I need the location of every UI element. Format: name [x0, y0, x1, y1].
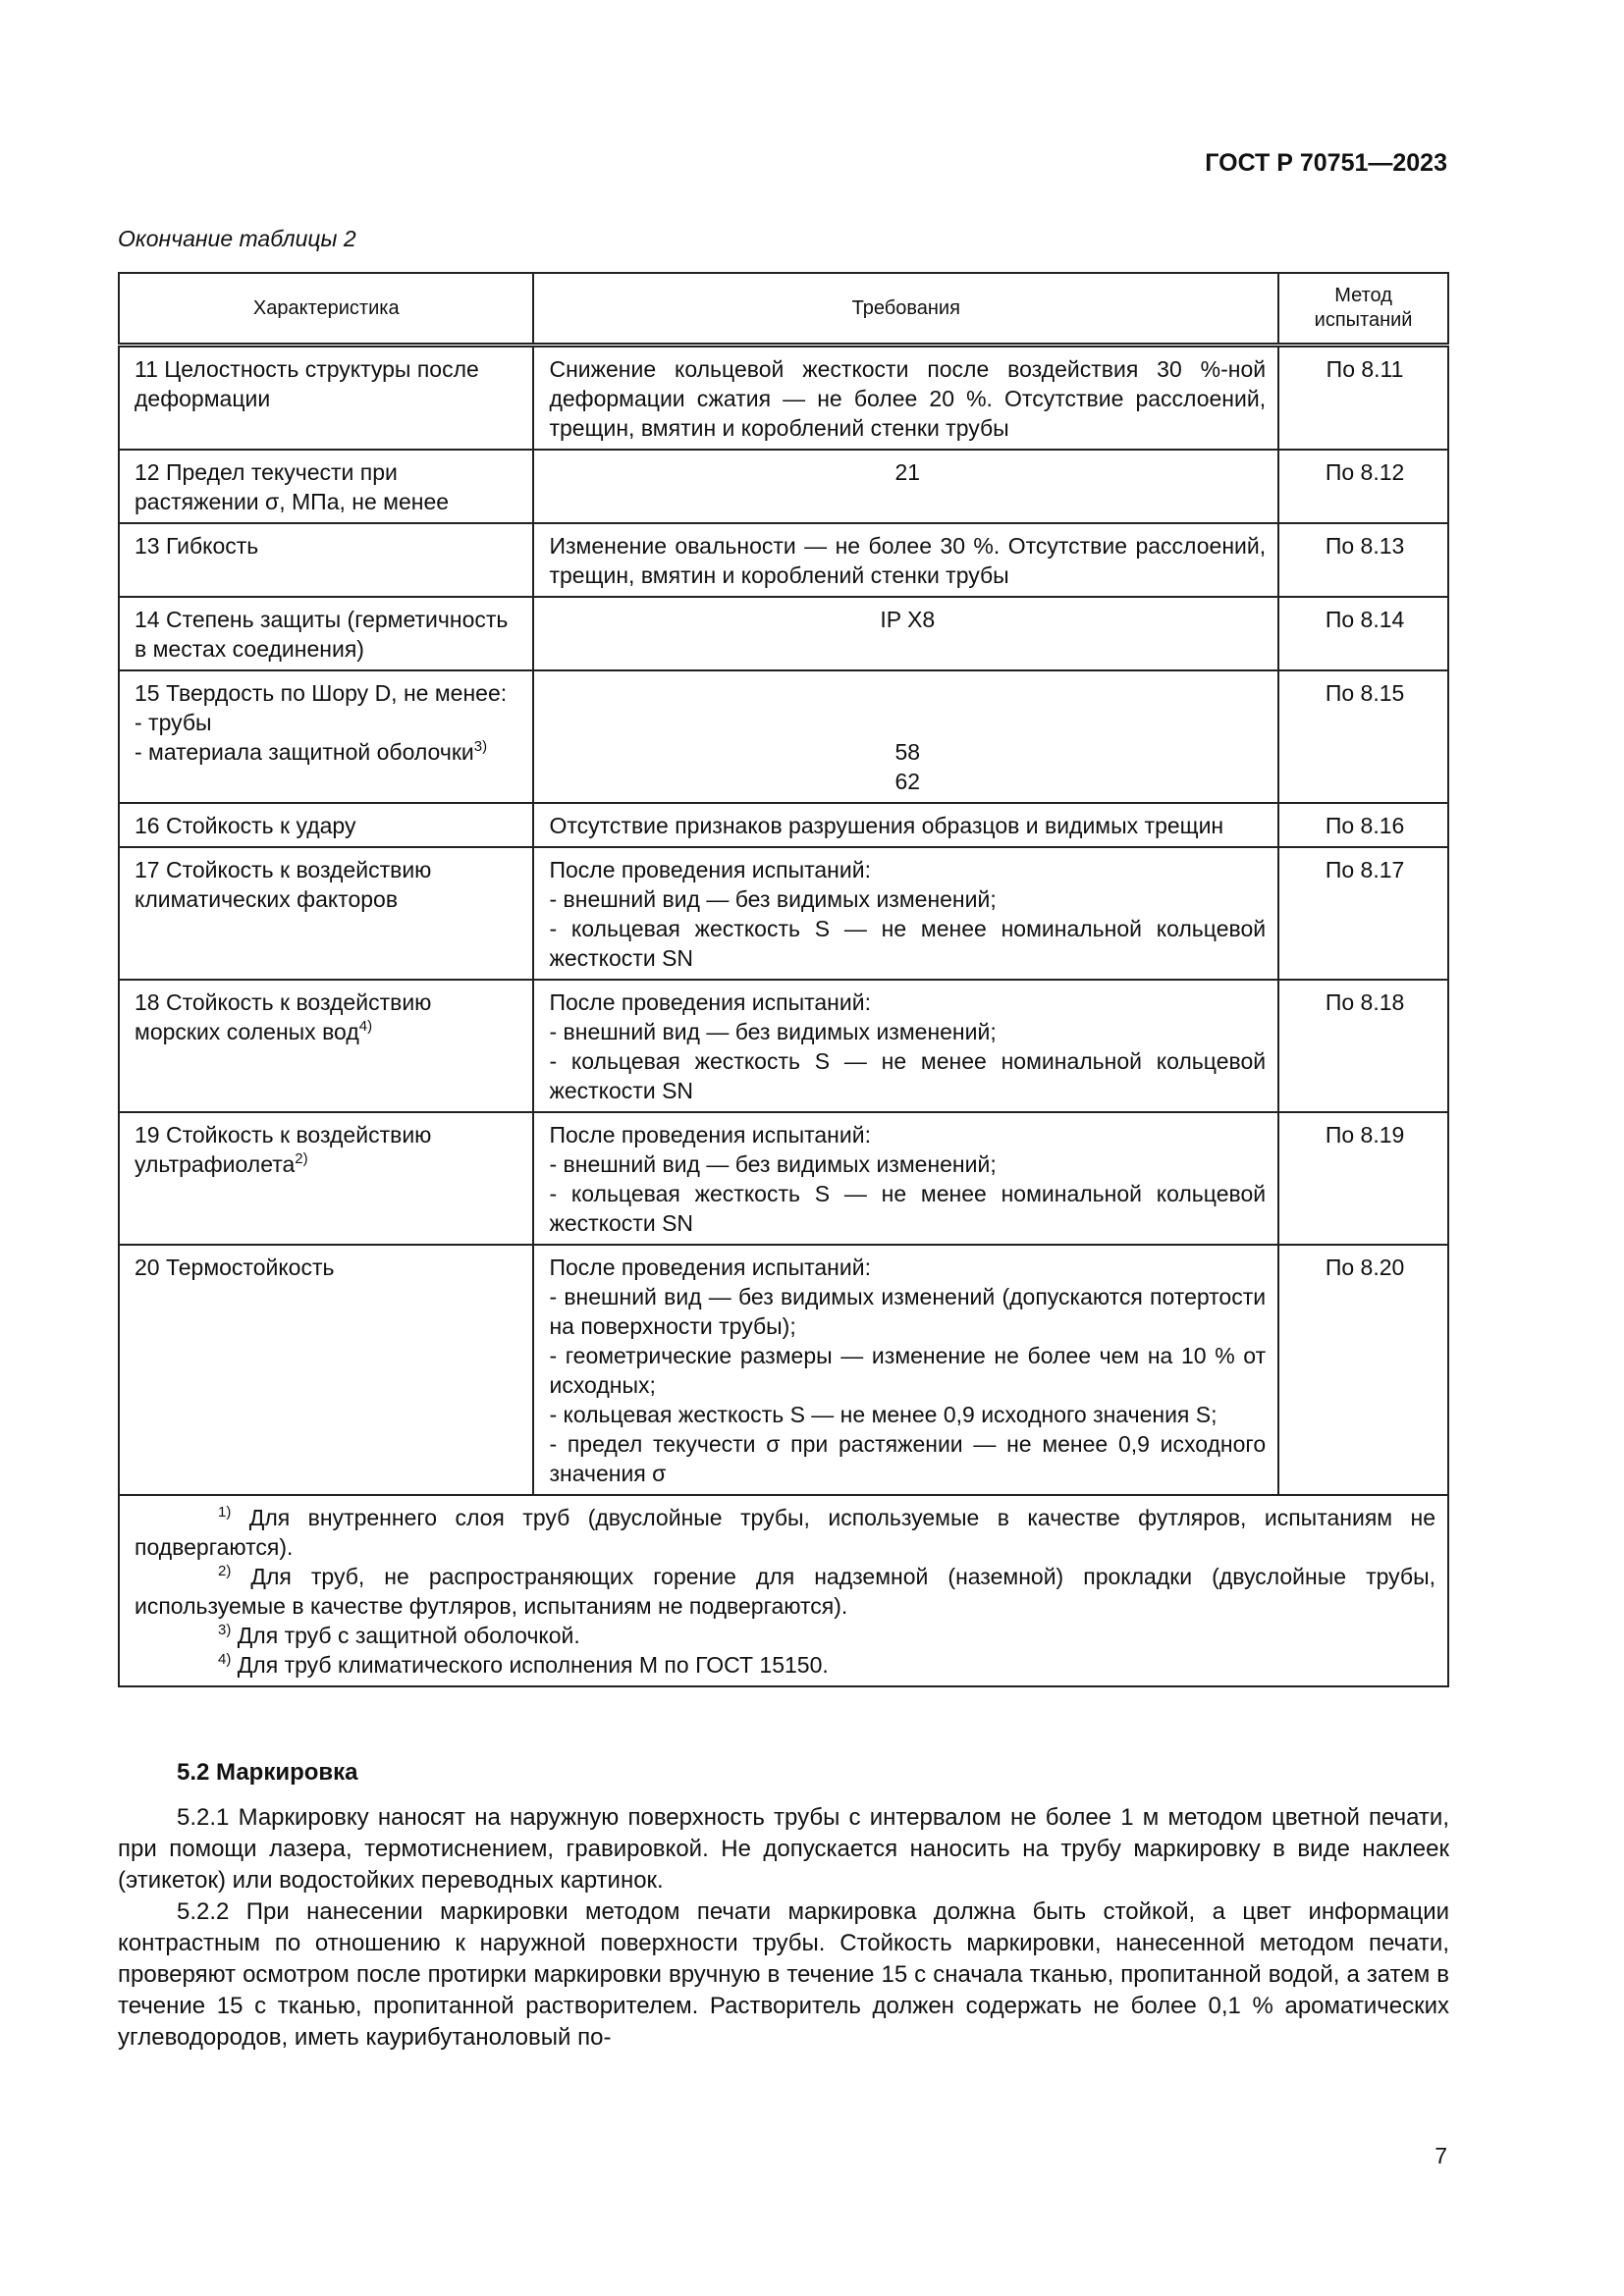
footnote-mark: 2): [218, 1563, 232, 1579]
cell-test-method: По 8.12: [1278, 450, 1448, 523]
cell-requirements: [533, 1245, 1278, 1495]
cell-line: - кольцевая жесткость S — не менее номинальной кольцевой жесткости SN: [549, 1048, 1267, 1103]
footnote-mark: 2): [295, 1150, 308, 1167]
footnote: [135, 1621, 1435, 1650]
cell-line: - кольцевая жесткость S — не менее 0,9 исходного значения S;: [549, 1402, 1218, 1427]
cell-characteristic: [119, 980, 533, 1112]
cell-test-method: По 8.15: [1278, 670, 1448, 803]
cell-requirements: [533, 1112, 1278, 1245]
table-row: [119, 847, 1448, 980]
cell-requirements: [533, 670, 1278, 803]
cell-requirements: [533, 980, 1278, 1112]
cell-line: 15 Твердость по Шору D, не менее:: [135, 680, 508, 706]
table-row: [119, 1245, 1448, 1495]
cell-characteristic: [119, 1112, 533, 1245]
table-row: [119, 670, 1448, 803]
cell-characteristic: 20 Термостойкость: [119, 1245, 533, 1495]
section-title: 5.2 Маркировка: [177, 1759, 358, 1786]
cell-line: [135, 737, 520, 767]
footnote-mark: 4): [358, 1018, 373, 1035]
page-number: 7: [1435, 2143, 1447, 2168]
cell-line: - внешний вид — без видимых изменений;: [549, 1019, 997, 1044]
cell-test-method: По 8.11: [1278, 346, 1448, 451]
cell-line: После проведения испытаний:: [549, 1122, 871, 1148]
footnote-text: Для труб климатического исполнения М по ГОСТ 15150.: [237, 1652, 829, 1678]
cell-requirements: [533, 847, 1278, 980]
cell-line: - трубы: [135, 710, 212, 735]
cell-requirements: 21: [533, 450, 1278, 523]
cell-characteristic: 17 Стойкость к воздействию климатических факторов: [119, 847, 533, 980]
cell-characteristic: 12 Предел текучести при растяжении σ, МПа, не менее: [119, 450, 533, 523]
document-id: ГОСТ Р 70751—2023: [1205, 149, 1447, 177]
column-header-characteristic: Характеристика: [119, 273, 533, 346]
cell-characteristic: 13 Гибкость: [119, 523, 533, 597]
cell-characteristic: 11 Целостность структуры после деформации: [119, 346, 533, 451]
cell-test-method: По 8.13: [1278, 523, 1448, 597]
cell-requirements: Отсутствие признаков разрушения образцов и видимых трещин: [533, 803, 1278, 847]
footnote-mark: 3): [218, 1622, 232, 1638]
cell-line: После проведения испытаний:: [549, 857, 871, 882]
table-row: [119, 450, 1448, 523]
column-header-test-method: Метод испытаний: [1278, 273, 1448, 346]
cell-line: После проведения испытаний:: [549, 1255, 871, 1280]
requirements-table: [118, 272, 1449, 1687]
table-row: [119, 980, 1448, 1112]
table-row: [119, 346, 1448, 451]
cell-test-method: По 8.19: [1278, 1112, 1448, 1245]
paragraph: 5.2.2 При нанесении маркировки методом печати маркировка должна быть стойкой, а цвет информации контрастным по отношению к наружной поверхности трубы. Стойкость маркировки, нанесенной методом печати, проверяют осмотром после протирки маркировки вручную в течение 15 с сначала тканью, пропитанной водой, а затем в течение 15 с тканью, пропитанной растворителем. Растворитель должен содержать не более 0,1 % ароматических углеводородов, иметь каурибутаноловый по-: [118, 1898, 1449, 2051]
cell-test-method: По 8.17: [1278, 847, 1448, 980]
table-notes-row: [119, 1495, 1448, 1686]
cell-text: 19 Стойкость к воздействию ультрафиолета: [135, 1122, 432, 1177]
cell-requirements: Изменение овальности — не более 30 %. Отсутствие расслоений, трещин, вмятин и короблений стенки трубы: [533, 523, 1278, 597]
footnote-mark: 1): [218, 1504, 232, 1521]
table-footnotes: [119, 1495, 1448, 1686]
column-header-requirements: Требования: [533, 273, 1278, 346]
cell-characteristic: 16 Стойкость к удару: [119, 803, 533, 847]
footnote-text: Для труб, не распространяющих горение для надземной (наземной) прокладки (двуслойные трубы, используемые в качестве футляров, испытаниям не подвергаются).: [135, 1564, 1435, 1619]
section-marking: [118, 1757, 1449, 2054]
cell-line: После проведения испытаний:: [549, 989, 871, 1015]
footnote-text: Для труб с защитной оболочкой.: [237, 1623, 580, 1648]
table-row: [119, 803, 1448, 847]
cell-line: 58: [894, 739, 921, 765]
cell-line: - предел текучести σ при растяжении — не менее 0,9 исходного значения σ: [549, 1431, 1267, 1486]
cell-test-method: По 8.16: [1278, 803, 1448, 847]
table-header-row: [119, 273, 1448, 346]
footnote-mark: 4): [218, 1651, 232, 1668]
cell-line: - кольцевая жесткость S — не менее номинальной кольцевой жесткости SN: [549, 1181, 1267, 1236]
cell-line: 62: [894, 769, 921, 794]
cell-characteristic: 14 Степень защиты (герметичность в местах соединения): [119, 597, 533, 670]
footnote: [135, 1503, 1435, 1562]
cell-test-method: По 8.20: [1278, 1245, 1448, 1495]
table-caption: Окончание таблицы 2: [118, 226, 356, 251]
table-row: [119, 597, 1448, 670]
cell-line: - кольцевая жесткость S — не менее номинальной кольцевой жесткости SN: [549, 916, 1267, 971]
cell-line-text: - материала защитной оболочки: [135, 739, 474, 765]
cell-requirements: Снижение кольцевой жесткости после воздействия 30 %-ной деформации сжатия — не более 20 %. Отсутствие расслоений, трещин, вмятин и короблений стенки трубы: [533, 346, 1278, 451]
cell-line: - геометрические размеры — изменение не более чем на 10 % от исходных;: [549, 1343, 1267, 1398]
cell-test-method: По 8.14: [1278, 597, 1448, 670]
table-row: [119, 1112, 1448, 1245]
cell-text: 18 Стойкость к воздействию морских соленых вод: [135, 989, 432, 1044]
cell-line: - внешний вид — без видимых изменений;: [549, 1151, 997, 1177]
paragraph: 5.2.1 Маркировку наносят на наружную поверхность трубы с интервалом не более 1 м методом цветной печати, при помощи лазера, термотиснением, гравировкой. Не допускается наносить на трубу маркировку в виде наклеек (этикеток) или водостойких переводных картинок.: [118, 1804, 1449, 1894]
cell-line: - внешний вид — без видимых изменений (допускаются потертости на поверхности трубы);: [549, 1284, 1267, 1339]
cell-test-method: По 8.18: [1278, 980, 1448, 1112]
footnote: [135, 1650, 1435, 1680]
cell-characteristic: [119, 670, 533, 803]
cell-requirements: IP X8: [533, 597, 1278, 670]
cell-line: - внешний вид — без видимых изменений;: [549, 886, 997, 912]
footnote-text: Для внутреннего слоя труб (двуслойные трубы, используемые в качестве футляров, испытаниям не подвергаются).: [135, 1505, 1435, 1560]
footnote-mark: 3): [473, 738, 488, 755]
table-row: [119, 523, 1448, 597]
footnote: [135, 1562, 1435, 1621]
